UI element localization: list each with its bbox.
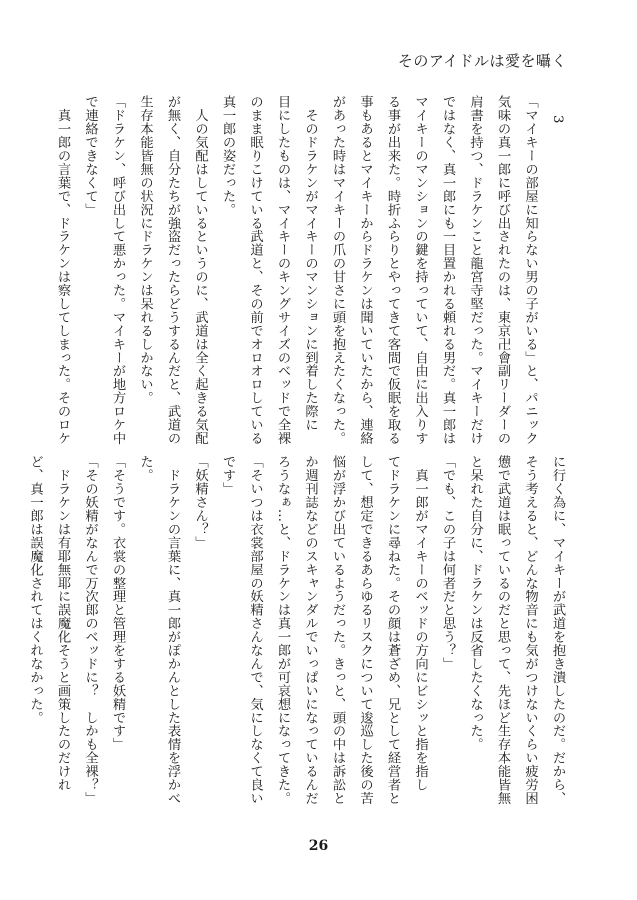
chapter-number: 3 xyxy=(550,114,565,124)
text-line: 真一郎がマイキーのベッドの方向にビシッと指を指し xyxy=(412,455,428,792)
text-line: です」 xyxy=(220,455,235,496)
text-line: ドラケンの言葉に、真一郎がぽかんとした表情を浮かべ xyxy=(165,455,180,805)
text-line: 真一郎の姿だった。 xyxy=(220,95,235,217)
text-line: ろうなぁ…と、ドラケンは真一郎が可哀想になってきた。 xyxy=(275,455,290,805)
text-line: 悩が浮かび出ているようだった。きっと、頭の中は訴訟と xyxy=(330,455,345,805)
text-line: ドラケンは有耶無耶に誤魔化そうと画策したのだけれ xyxy=(55,455,70,792)
text-line: があった時はマイキーの爪の甘さに頭を抱えたくなった。 xyxy=(330,95,345,445)
text-line: 肩書を持つ、ドラケンこと龍宮寺堅だった。マイキーだけ xyxy=(467,95,483,445)
text-line: と呆れた自分に、ドラケンは反省したくなった。 xyxy=(467,455,483,751)
text-line: マイキーのマンションの鍵を持っていて、自由に出入りす xyxy=(412,95,428,445)
text-line: 事もあるとマイキーからドラケンは聞いていたから、連絡 xyxy=(357,95,373,445)
text-line: 「マイキーの部屋に知らない男の子がいる」と、パニック xyxy=(522,95,538,445)
text-line: か週刊誌などのスキャンダルでいっぱいになっているんだ xyxy=(302,455,318,805)
text-line: そう考えると、どんな物音にも気がつけないくらい疲労困 xyxy=(522,455,538,805)
text-line: のまま眠りこけている武道と、その前でオロオロしている xyxy=(247,95,263,445)
text-line: して、想定できるあらゆるリスクについて逡巡した後の苦 xyxy=(357,455,373,805)
text-line: てドラケンに尋ねた。その顔は蒼ざめ、兄として経営者と xyxy=(385,455,400,805)
text-line: た。 xyxy=(137,455,153,482)
text-line: で連絡できなくて」 xyxy=(82,95,98,217)
text-line: 人の気配はしているというのに、武道は全く起きる気配 xyxy=(192,95,208,445)
text-line: に行く為に、マイキーが武道を抱き潰したのだ。だから、 xyxy=(550,455,565,805)
text-line: 目にしたものは、マイキーのキングサイズのベッドで全裸 xyxy=(275,95,290,445)
running-header: そのアイドルは愛を囁く xyxy=(397,52,567,70)
text-line: が無く、自分たちが強盗だったらどうするんだと、武道の xyxy=(165,95,180,445)
text-line: る事が出来た。時折ふらりとやってきて客間で仮眠を取る xyxy=(385,95,400,445)
text-line: 「そうです。衣裳の整理と管理をする妖精です」 xyxy=(110,455,125,751)
page-number: 26 xyxy=(308,838,329,854)
upper-text-block xyxy=(55,95,571,445)
text-line: 真一郎の言葉で、ドラケンは察してしまった。そのロケ xyxy=(55,95,70,445)
text-line: 「でも、この子は何者だと思う？」 xyxy=(440,455,455,671)
text-line: ど、真一郎は誤魔化されてはくれなかった。 xyxy=(27,455,43,724)
lower-text-block xyxy=(27,455,571,805)
text-line: 憊で武道は眠っているのだと思って、先ほど生存本能皆無 xyxy=(495,455,510,805)
text-line: ではなく、真一郎にも一目置かれる頼れる男だ。真一郎は xyxy=(440,95,455,445)
text-line: 「ドラケン、呼び出して悪かった。マイキーが地方ロケ中 xyxy=(110,95,125,445)
text-line: 気味の真一郎に呼び出されたのは、東京卍會副リーダーの xyxy=(495,95,510,445)
text-line: 「そいつは衣裳部屋の妖精さんなんで、気にしなくて良い xyxy=(247,455,263,805)
text-line: 生存本能皆無の状況にドラケンは呆れるしかない。 xyxy=(137,95,153,405)
text-line: 「妖精さん？」 xyxy=(192,455,208,550)
text-line: そのドラケンがマイキーのマンションに到着した際に xyxy=(302,95,318,432)
text-line: 「その妖精がなんで万次郎のベッドに？ しかも全裸？」 xyxy=(82,455,98,805)
